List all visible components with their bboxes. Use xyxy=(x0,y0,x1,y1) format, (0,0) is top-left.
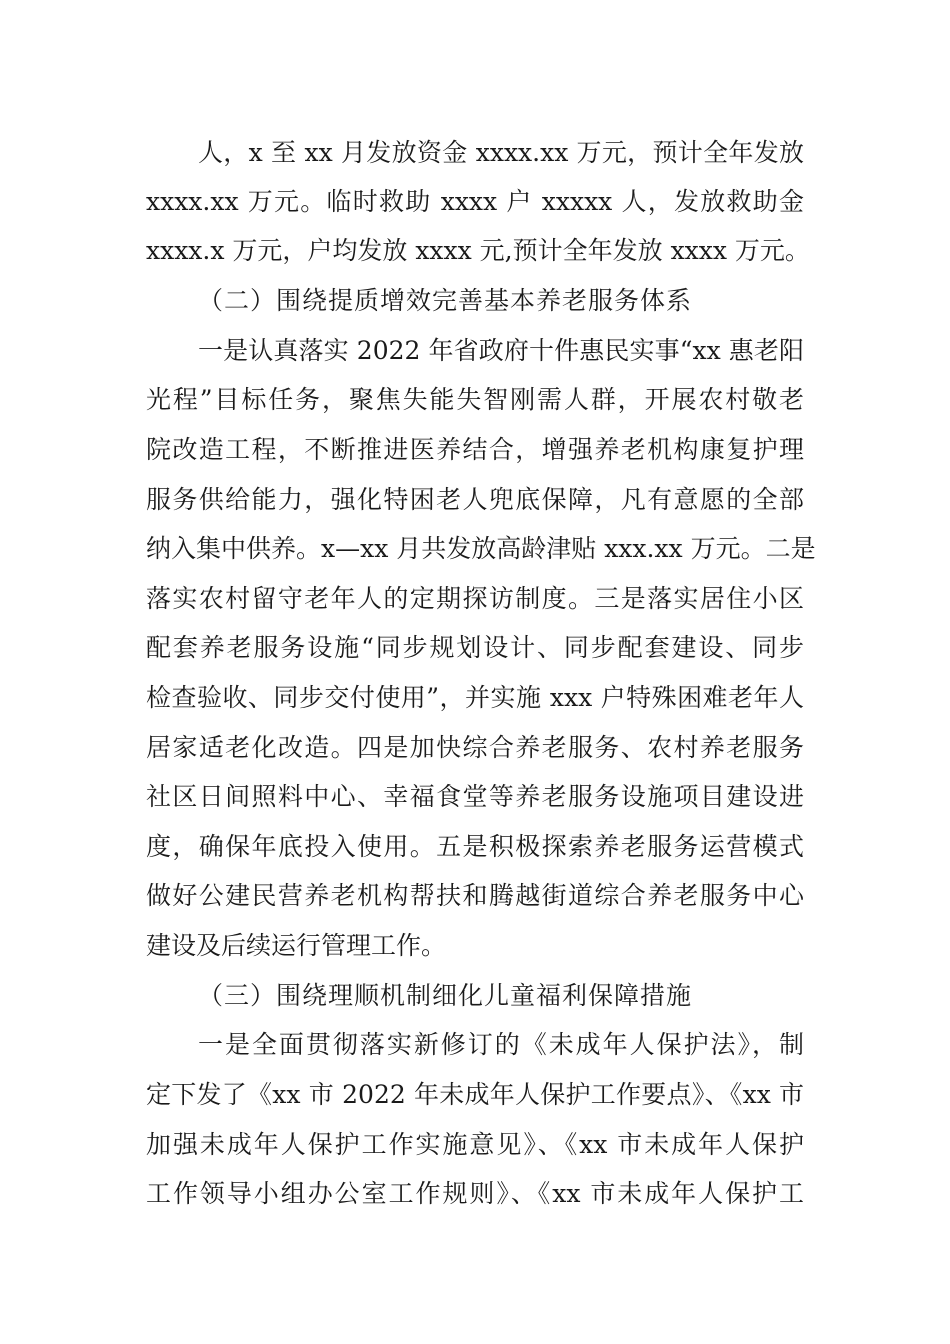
paragraph-line: 工作领导小组办公室工作规则》、《xx 市未成年人保护工 xyxy=(146,1179,804,1208)
paragraph-line: 一是全面贯彻落实新修订的《未成年人保护法》，制 xyxy=(198,1030,804,1059)
paragraph-line: 纳入集中供养。x—xx 月共发放高龄津贴 xxx.xx 万元。二是 xyxy=(146,534,816,563)
paragraph-line: 一是认真落实 2022 年省政府十件惠民实事“xx 惠老阳 xyxy=(198,336,804,365)
paragraph-line: 院改造工程，不断推进医养结合，增强养老机构康复护理 xyxy=(146,435,804,464)
paragraph-line: 做好公建民营养老机构帮扶和腾越街道综合养老服务中心 xyxy=(146,881,804,910)
paragraph-line: 定下发了《xx 市 2022 年未成年人保护工作要点》、《xx 市 xyxy=(146,1080,804,1109)
paragraph-line: xxxx.x 万元，户均发放 xxxx 元,预计全年发放 xxxx 万元。 xyxy=(146,236,810,265)
paragraph-line: 配套养老服务设施“同步规划设计、同步配套建设、同步 xyxy=(146,633,804,662)
paragraph-line: 检查验收、同步交付使用”，并实施 xxx 户特殊困难老年人 xyxy=(146,683,804,712)
paragraph-line: 居家适老化改造。四是加快综合养老服务、农村养老服务 xyxy=(146,733,804,762)
paragraph-line: 度，确保年底投入使用。五是积极探索养老服务运营模式 xyxy=(146,832,804,861)
paragraph-line: 服务供给能力，强化特困老人兜底保障，凡有意愿的全部 xyxy=(146,485,804,514)
paragraph-line: 加强未成年人保护工作实施意见》、《xx 市未成年人保护 xyxy=(146,1130,804,1159)
paragraph-line: 人，x 至 xx 月发放资金 xxxx.xx 万元，预计全年发放 xyxy=(198,138,804,167)
section-heading: （二）围绕提质增效完善基本养老服务体系 xyxy=(198,286,693,315)
paragraph-line: 光程”目标任务，聚焦失能失智刚需人群，开展农村敬老 xyxy=(146,385,804,414)
paragraph-line: xxxx.xx 万元。临时救助 xxxx 户 xxxxx 人，发放救助金 xyxy=(146,187,804,216)
paragraph-line: 建设及后续运行管理工作。 xyxy=(146,931,447,960)
paragraph-line: 社区日间照料中心、幸福食堂等养老服务设施项目建设进 xyxy=(146,782,804,811)
section-heading: （三）围绕理顺机制细化儿童福利保障措施 xyxy=(198,981,693,1010)
paragraph-line: 落实农村留守老年人的定期探访制度。三是落实居住小区 xyxy=(146,584,804,613)
